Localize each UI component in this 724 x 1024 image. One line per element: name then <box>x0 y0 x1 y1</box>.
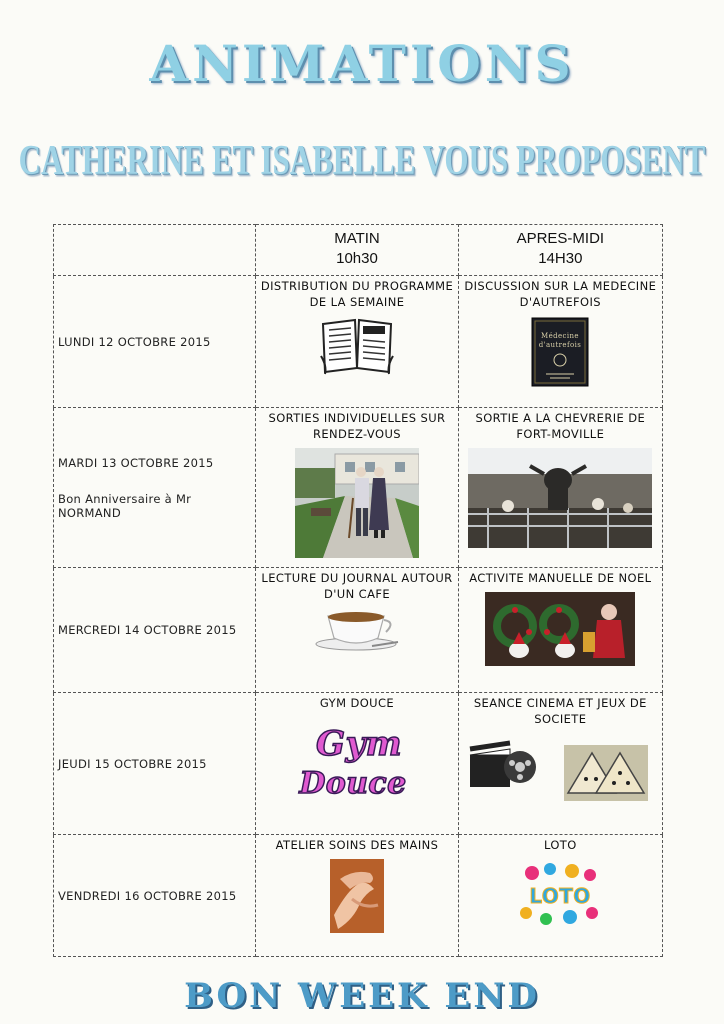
day-cell <box>54 408 256 568</box>
christmas-crafts-photo <box>485 592 635 666</box>
afternoon-label: APRES-MIDI <box>516 230 605 247</box>
cinema-and-games-images <box>468 733 652 803</box>
film-reel-icon <box>470 743 536 787</box>
activity-cell <box>458 276 662 408</box>
hands-care-photo <box>330 859 384 933</box>
activity-label: SORTIE A LA CHEVRERIE DE FORT-MOVILLE <box>475 411 646 441</box>
activity-cell <box>256 693 458 835</box>
gym-douce-logo <box>287 717 427 801</box>
table-row <box>54 835 663 957</box>
activity-label: ATELIER SOINS DES MAINS <box>275 838 439 852</box>
activity-cell <box>458 408 662 568</box>
activity-label: DISTRIBUTION DU PROGRAMME DE LA SEMAINE <box>260 279 454 309</box>
day-label: MARDI 13 OCTOBRE 2015 <box>58 455 214 470</box>
activity-label: SORTIES INDIVIDUELLES SUR RENDEZ-VOUS <box>268 411 446 441</box>
day-label: MERCREDI 14 OCTOBRE 2015 <box>54 568 256 693</box>
day-label: LUNDI 12 OCTOBRE 2015 <box>54 276 256 408</box>
loto-logo-text: LOTO <box>529 884 591 908</box>
morning-label: MATIN <box>334 230 380 247</box>
activity-label: SEANCE CINEMA ET JEUX DE SOCIETE <box>473 696 647 726</box>
day-label: JEUDI 15 OCTOBRE 2015 <box>54 693 256 835</box>
morning-time: 10h30 <box>336 250 378 267</box>
empty-header-cell <box>54 225 256 276</box>
logo-word-douce: Douce <box>299 766 407 801</box>
table-header-row <box>54 225 663 276</box>
activity-cell <box>256 408 458 568</box>
afternoon-header <box>458 225 662 276</box>
activity-cell <box>256 568 458 693</box>
coffee-cup-icon <box>312 608 402 652</box>
activity-cell <box>458 693 662 835</box>
logo-word-gym: Gym <box>316 724 402 764</box>
book-title-line1: Médecine <box>541 332 580 340</box>
book-title-line2: d'autrefois <box>539 341 582 349</box>
birthday-note: Bon Anniversaire à Mr NORMAND <box>58 491 192 520</box>
activity-cell <box>458 835 662 957</box>
book-image <box>530 316 590 388</box>
loto-logo <box>510 859 610 929</box>
morning-header <box>256 225 458 276</box>
table-row <box>54 408 663 568</box>
walking-couple-photo <box>295 448 419 558</box>
goat-farm-photo <box>468 448 652 548</box>
activity-label: DISCUSSION SUR LA MEDECINE D'AUTREFOIS <box>464 279 657 309</box>
page-title: ANIMATIONS <box>149 34 575 93</box>
table-row <box>54 693 663 835</box>
afternoon-time: 14H30 <box>538 250 583 267</box>
table-row <box>54 568 663 693</box>
newspaper-icon <box>319 316 395 376</box>
footer-message: BON WEEK END <box>184 976 540 1016</box>
activity-cell <box>458 568 662 693</box>
schedule-table <box>53 224 663 957</box>
table-row <box>54 276 663 408</box>
activity-label: GYM DOUCE <box>319 696 395 710</box>
page-subtitle: CATHERINE ET ISABELLE VOUS PROPOSENT <box>18 136 706 184</box>
activity-label: ACTIVITE MANUELLE DE NOEL <box>469 571 652 585</box>
day-label: VENDREDI 16 OCTOBRE 2015 <box>54 835 256 957</box>
activity-cell <box>256 276 458 408</box>
domino-game-image <box>564 745 648 801</box>
activity-cell <box>256 835 458 957</box>
activity-label: LECTURE DU JOURNAL AUTOUR D'UN CAFE <box>261 571 453 601</box>
activity-label: LOTO <box>543 838 577 852</box>
